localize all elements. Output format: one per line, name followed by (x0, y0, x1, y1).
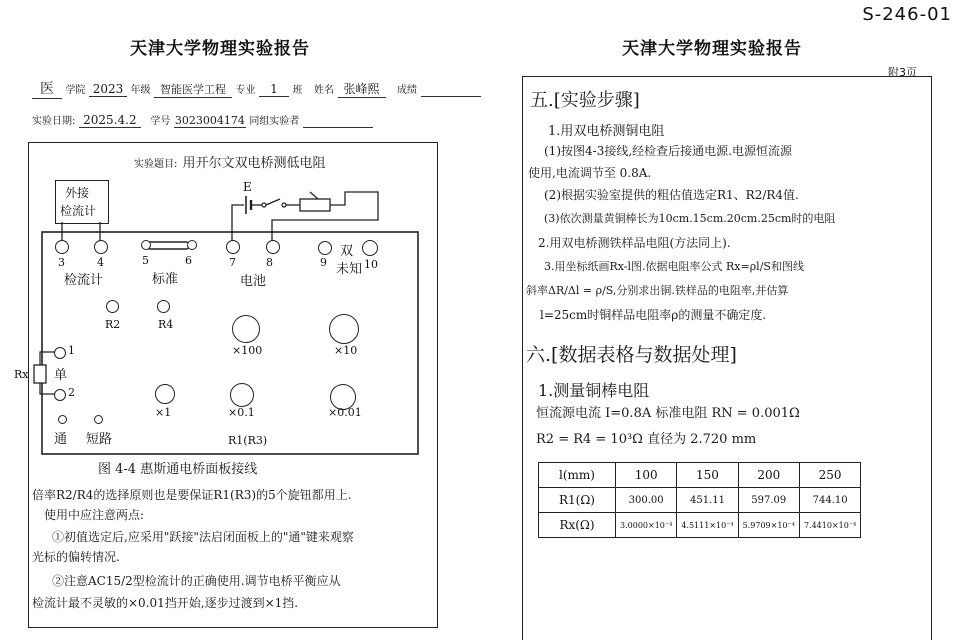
step-1-2: (2)根据实验室提供的粗估值选定R1、R2/R4值. (544, 188, 799, 202)
condition-line-2: R2 = R4 = 10³Ω 直径为 2.720 mm (536, 432, 757, 447)
table-row (539, 463, 861, 488)
terminal-10-label: 10 (364, 258, 378, 271)
terminal-6-label: 6 (185, 254, 192, 267)
score-label: 成绩 (397, 85, 417, 96)
table-cell: Rx(Ω) (539, 513, 616, 538)
right-page-title: 天津大学物理实验报告 (622, 39, 802, 59)
tong-label: 通 (54, 432, 68, 447)
switch-icon (282, 203, 286, 207)
step-1-3: (3)依次测量黄铜棒长为10cm.15cm.20cm.25cm时的电阻 (544, 212, 836, 225)
rx-label: Rx (14, 368, 29, 381)
left-page (0, 0, 470, 639)
class-value: 1 (259, 82, 289, 97)
ext-galv-line1: 外接 (65, 186, 90, 200)
major-value: 智能医学工程 (154, 81, 232, 98)
step-3b: 斜率ΔR/Δl = ρ/S,分别求出铜.铁样品的电阻率,并估算 (526, 284, 789, 297)
note-line-3: ①初值选定后,应采用"跃接"法启闭面板上的"通"键来观察 (52, 530, 354, 544)
terminal-5-label: 5 (142, 254, 149, 267)
section-5-heading: 五.[实验步骤] (530, 90, 640, 111)
step-2: 2.用双电桥测铁样品电阻(方法同上). (538, 236, 731, 250)
standard-resistor-bar (147, 242, 189, 249)
note-line-2: 使用中应注意两点: (44, 508, 145, 522)
figure-caption: 图 4-4 惠斯通电桥面板接线 (98, 462, 258, 477)
r4-label: R4 (158, 318, 174, 331)
short-label: 短路 (86, 432, 113, 447)
right-page (480, 0, 960, 639)
note-line-6: 检流计最不灵敏的×0.01挡开始,逐步过渡到×1挡. (32, 596, 299, 610)
switch-icon (266, 199, 280, 205)
double-label: 双 (340, 244, 354, 259)
table-cell: 100 (616, 463, 677, 488)
terminal-4 (94, 240, 108, 254)
terminal-1 (54, 347, 66, 359)
grade-label: 年级 (130, 85, 151, 96)
terminal-8 (266, 240, 280, 254)
dial-x0.01-label: ×0.01 (328, 406, 362, 419)
note-line-4: 光标的偏转情况. (32, 550, 120, 564)
terminal-4-label: 4 (97, 256, 104, 269)
name-label: 姓名 (314, 85, 334, 96)
left-page-title: 天津大学物理实验报告 (130, 39, 310, 59)
table-cell: 744.10 (799, 488, 860, 513)
terminal-9 (318, 241, 332, 255)
step-3c: l=25cm时铜样品电阻率ρ的测量不确定度. (540, 308, 767, 322)
copper-resistance-table (538, 462, 861, 538)
note-line-5: ②注意AC15/2型检流计的正确使用.调节电桥平衡应从 (52, 574, 341, 588)
terminal-9-label: 9 (320, 256, 327, 269)
rx-resistor-icon (34, 365, 46, 383)
single-label: 单 (54, 368, 68, 383)
ext-galv-line2: 检流计 (60, 204, 97, 218)
r1r3-label: R1(R3) (228, 434, 268, 447)
dial-x1 (155, 384, 175, 404)
table-cell: 5.9709×10⁻⁴ (738, 513, 799, 538)
table-cell: 150 (677, 463, 738, 488)
name-value: 张峰熙 (338, 80, 386, 98)
galvanometer-label: 检流计 (64, 273, 104, 288)
step-3a: 3.用坐标纸画Rx-l图.依据电阻率公式 Rx=ρl/S和图线 (544, 260, 804, 273)
standard-label: 标准 (152, 272, 179, 287)
major-label: 专业 (235, 85, 256, 96)
dial-x10-label: ×10 (334, 344, 358, 357)
r2-label: R2 (105, 318, 121, 331)
college-label: 学院 (65, 85, 86, 96)
dial-x0.1-label: ×0.1 (228, 406, 255, 419)
unknown-label: 未知 (336, 262, 363, 277)
condition-line-1: 恒流源电流 I=0.8A 标准电阻 RN = 0.001Ω (536, 406, 800, 421)
step-1-1a: (1)按图4-3接线,经检查后接通电源.电源恒流源 (544, 144, 792, 158)
rheostat-icon (300, 199, 330, 211)
terminal-8-label: 8 (266, 256, 273, 269)
dial-x10 (329, 314, 359, 344)
terminal-1-label: 1 (68, 344, 75, 357)
terminal-5 (141, 240, 151, 250)
rheostat-icon (310, 192, 318, 199)
r4-knob (157, 300, 170, 313)
terminal-3-label: 3 (58, 256, 65, 269)
table-cell: l(mm) (539, 463, 616, 488)
tong-key (58, 415, 67, 424)
terminal-3 (55, 240, 69, 254)
topic-value: 用开尔文双电桥测低电阻 (182, 156, 326, 171)
id-value: 3023004174 (174, 114, 245, 127)
terminal-2-label: 2 (68, 386, 75, 399)
switch-icon (262, 203, 266, 207)
note-line-1: 倍率R2/R4的选择原则也是要保证R1(R3)的5个旋钮都用上. (32, 488, 352, 502)
battery-e-label: E (243, 180, 252, 194)
table-cell: 200 (738, 463, 799, 488)
terminal-7-label: 7 (229, 256, 236, 269)
battery-label: 电池 (240, 274, 267, 289)
wire (232, 205, 244, 242)
table-cell: 250 (799, 463, 860, 488)
terminal-7 (226, 240, 240, 254)
sub-heading-1: 1.测量铜棒电阻 (538, 381, 650, 400)
terminal-10 (362, 240, 378, 256)
dial-x0.1 (230, 383, 254, 407)
page-number: 附3页 (888, 66, 917, 79)
section-6-heading: 六.[数据表格与数据处理] (526, 344, 737, 366)
terminal-6 (187, 240, 197, 250)
table-cell: R1(Ω) (539, 488, 616, 513)
terminal-2 (54, 389, 66, 401)
r2-knob (106, 300, 119, 313)
grade-value: 2023 (89, 82, 127, 97)
dial-x100 (232, 315, 260, 343)
date-label: 实验日期: (32, 116, 76, 127)
step-1-1b: 使用,电流调节至 0.8A. (528, 166, 652, 180)
document-code: S-246-01 (862, 4, 952, 25)
short-key (94, 415, 103, 424)
table-row (539, 513, 861, 538)
id-label: 学号 (150, 116, 171, 127)
topic-label: 实验题目: (134, 159, 178, 170)
date-value: 2025.4.2 (79, 113, 141, 128)
table-cell: 300.00 (616, 488, 677, 513)
table-cell: 597.09 (738, 488, 799, 513)
step-1: 1.用双电桥测铜电阻 (548, 124, 665, 139)
table-cell: 7.4410×10⁻⁴ (799, 513, 860, 538)
class-label: 班 (292, 85, 303, 96)
table-cell: 3.0000×10⁻⁴ (616, 513, 677, 538)
partner-label: 同组实验者 (249, 116, 300, 127)
college-value: 医 (32, 78, 62, 99)
dial-x1-label: ×1 (155, 406, 172, 419)
table-cell: 451.11 (677, 488, 738, 513)
table-row (539, 488, 861, 513)
dial-x100-label: ×100 (232, 344, 263, 357)
table-cell: 4.5111×10⁻⁴ (677, 513, 738, 538)
